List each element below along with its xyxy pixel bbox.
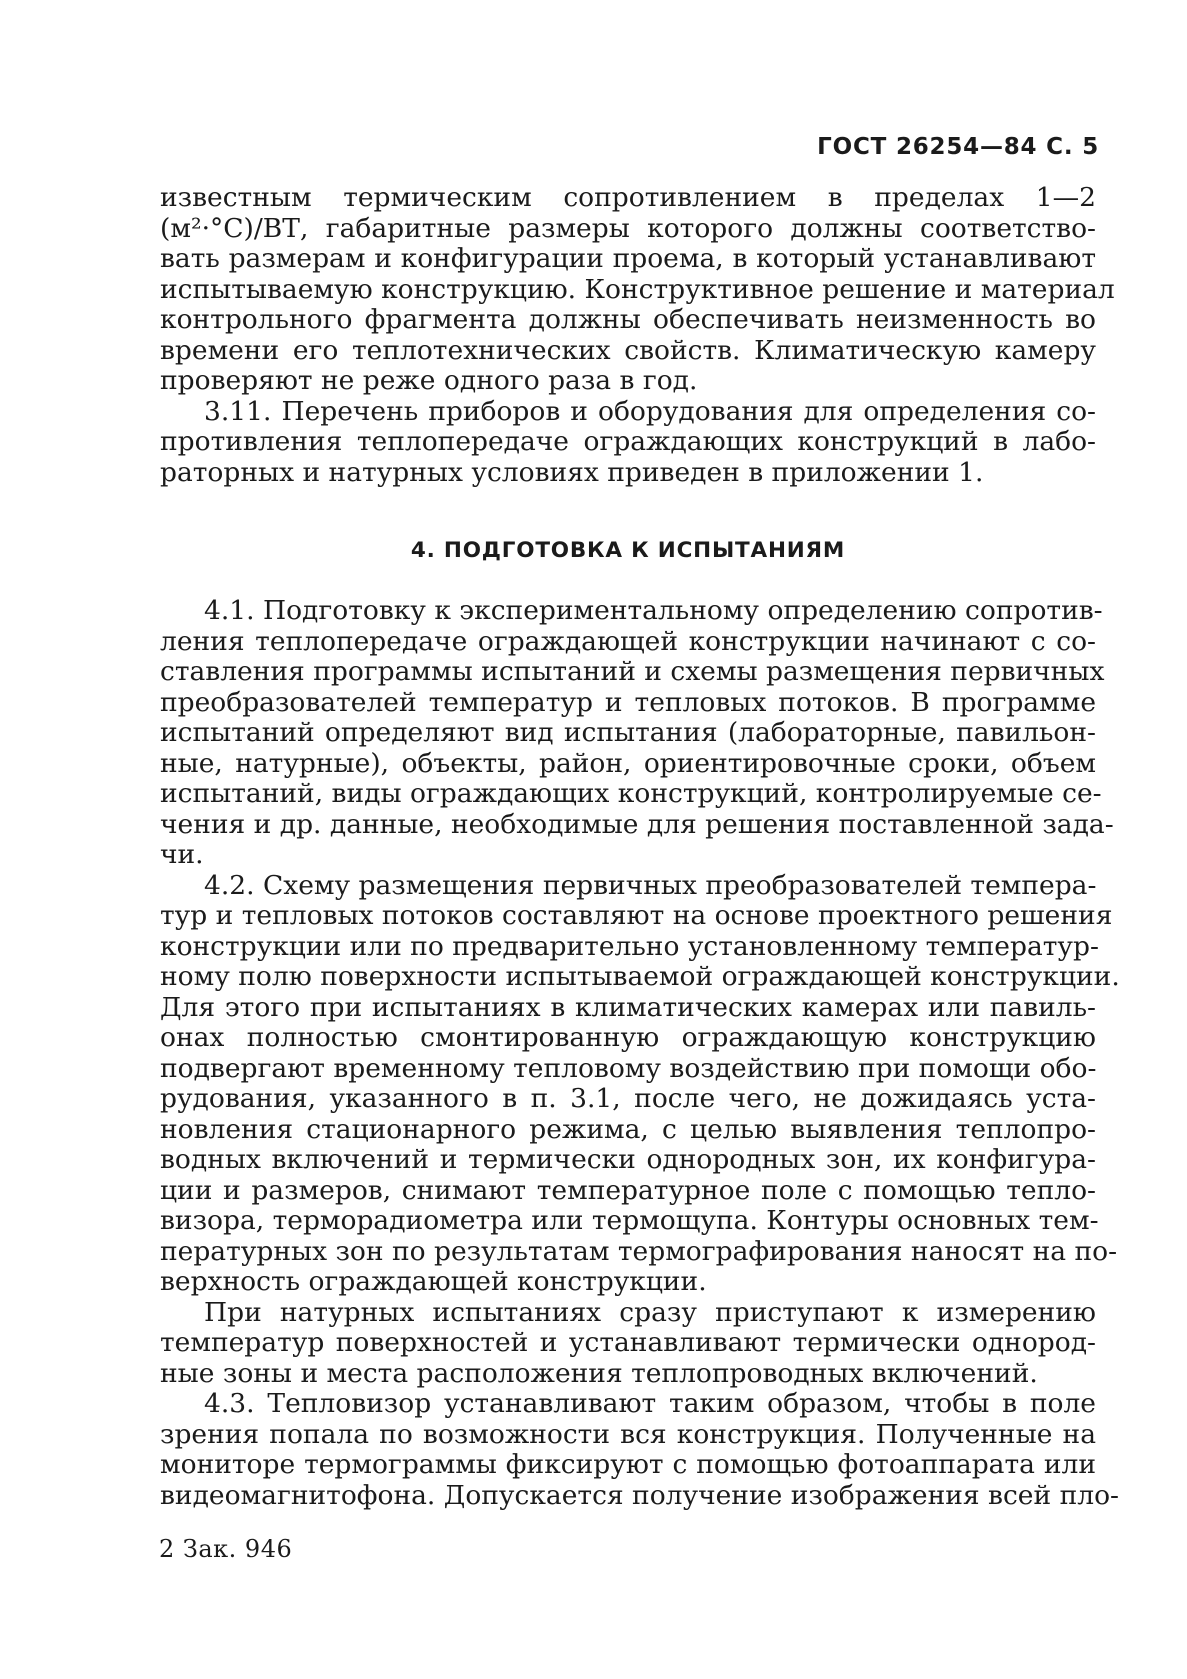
text-line: ные, натурные), объекты, район, ориентировочные сроки, объем bbox=[160, 747, 1096, 779]
text-line: подвергают временному тепловому воздействию при помощи обо- bbox=[160, 1052, 1097, 1084]
text-line: ставления программы испытаний и схемы размещения первичных bbox=[160, 656, 1105, 687]
text-line: новления стационарного режима, с целью выявления теплопро- bbox=[160, 1113, 1096, 1145]
text-line: Для этого при испытаниях в климатических камерах или павиль- bbox=[160, 991, 1096, 1023]
text-line: визора, терморадиометра или термощупа. Контуры основных тем- bbox=[160, 1205, 1099, 1236]
text-line: чи. bbox=[160, 839, 204, 870]
section-heading: 4. ПОДГОТОВКА К ИСПЫТАНИЯМ bbox=[410, 538, 846, 563]
text-line: 4.2. Схему размещения первичных преобразователей темпера- bbox=[204, 869, 1097, 901]
text-line: известным термическим сопротивлением в пределах 1—2 bbox=[160, 182, 1096, 213]
text-line: 4.1. Подготовку к экспериментальному определению сопротив- bbox=[204, 595, 1103, 626]
text-line: пературных зон по результатам термографирования наносят на по- bbox=[160, 1235, 1118, 1267]
text-line: 4.3. Тепловизор устанавливают таким образом, чтобы в поле bbox=[204, 1388, 1096, 1419]
text-line: испытываемую конструкцию. Конструктивное решение и материал bbox=[160, 273, 1115, 305]
text-line: видеомагнитофона. Допускается получение изображения всей пло- bbox=[160, 1479, 1119, 1511]
page-header-doc-code: ГОСТ 26254—84 С. 5 bbox=[817, 134, 1099, 160]
text-line: испытаний определяют вид испытания (лабораторные, павильон- bbox=[160, 717, 1096, 748]
text-line: При натурных испытаниях сразу приступают к измерению bbox=[204, 1296, 1096, 1328]
text-line: чения и др. данные, необходимые для решения поставленной зада- bbox=[160, 808, 1114, 840]
paragraph-block-2 bbox=[160, 595, 1120, 1511]
text-line: противления теплопередаче ограждающих конструкций в лабо- bbox=[160, 426, 1096, 457]
text-line: вать размерам и конфигурации проема, в который устанавливают bbox=[160, 243, 1096, 274]
text-line: времени его теплотехнических свойств. Климатическую камеру bbox=[160, 334, 1096, 366]
text-line: водных включений и термически однородных зон, их конфигура- bbox=[160, 1144, 1096, 1175]
text-line: ному полю поверхности испытываемой ограждающей конструкции. bbox=[160, 961, 1120, 992]
text-line: ления теплопередаче ограждающей конструкции начинают с со- bbox=[160, 625, 1096, 657]
text-line: онах полностью смонтированную ограждающую конструкцию bbox=[160, 1022, 1096, 1053]
paragraph-block-1 bbox=[160, 182, 1115, 488]
text-line: (м²·°С)/ВТ, габаритные размеры которого должны соответство- bbox=[160, 212, 1096, 244]
text-line: проверяют не реже одного раза в год. bbox=[160, 365, 698, 396]
text-line: преобразователей температур и тепловых потоков. В программе bbox=[160, 686, 1096, 718]
text-line: ции и размеров, снимают температурное поле с помощью тепло- bbox=[160, 1174, 1096, 1206]
text-line: мониторе термограммы фиксируют с помощью фотоаппарата или bbox=[160, 1449, 1096, 1480]
text-line: 3.11. Перечень приборов и оборудования для определения со- bbox=[204, 395, 1096, 427]
text-line: температур поверхностей и устанавливают термически однород- bbox=[160, 1327, 1096, 1358]
text-line: конструкции или по предварительно установленному температур- bbox=[160, 930, 1099, 962]
text-line: контрольного фрагмента должны обеспечивать неизменность во bbox=[160, 304, 1096, 335]
text-line: рудования, указанного в п. 3.1, после чего, не дожидаясь уста- bbox=[160, 1083, 1096, 1114]
footer-order-number: 2 Зак. 946 bbox=[159, 1535, 293, 1563]
text-line: испытаний, виды ограждающих конструкций, контролируемые се- bbox=[160, 778, 1102, 809]
text-line: тур и тепловых потоков составляют на основе проектного решения bbox=[160, 900, 1113, 931]
text-line: зрения попала по возможности вся конструкция. Полученные на bbox=[160, 1418, 1096, 1450]
text-line: верхность ограждающей конструкции. bbox=[160, 1266, 707, 1297]
text-line: ные зоны и места расположения теплопроводных включений. bbox=[160, 1357, 1038, 1389]
text-line: раторных и натурных условиях приведен в приложении 1. bbox=[160, 456, 984, 488]
